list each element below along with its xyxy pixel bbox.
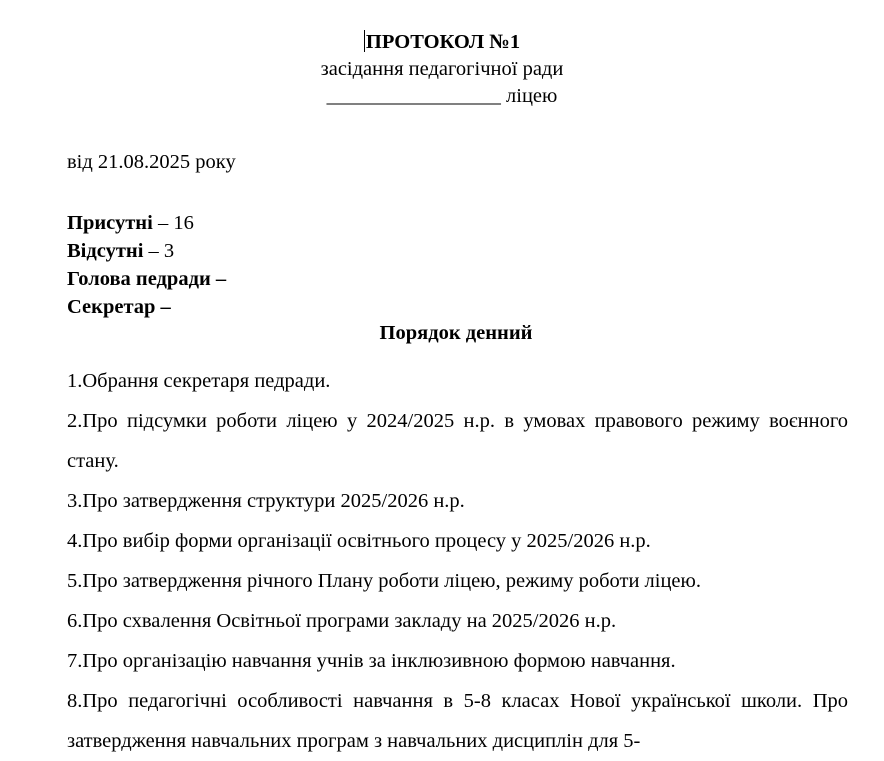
agenda-item: 2.Про підсумки роботи ліцею у 2024/2025 н.р. в умовах правового режиму воєнного стану.	[67, 410, 848, 472]
secretary-line: Секретар –	[67, 296, 171, 318]
agenda-item: 8.Про педагогічні особливості навчання в 5-8 класах Нової української школи. Про затвердження навчальних програм з навчальних дисциплін для 5-	[67, 690, 848, 752]
agenda-list	[67, 361, 848, 761]
school-name-blank: _________________	[326, 85, 501, 107]
protocol-title-text: ПРОТОКОЛ №1	[365, 31, 521, 53]
protocol-subtitle: засідання педагогічної ради	[320, 58, 564, 80]
present-value: – 16	[152, 212, 194, 234]
present-label: Присутні	[67, 212, 153, 234]
present-line	[67, 211, 194, 235]
absent-line	[67, 239, 174, 263]
agenda-item: 1.Обрання секретаря педради.	[67, 370, 331, 392]
absent-label: Відсутні	[67, 240, 144, 262]
absent-value: – 3	[143, 240, 175, 262]
meeting-date: від 21.08.2025 року	[67, 151, 236, 173]
protocol-title	[0, 30, 884, 54]
agenda-item: 4.Про вибір форми організації освітнього процесу у 2025/2026 н.р.	[67, 530, 651, 552]
agenda-item: 3.Про затвердження структури 2025/2026 н.р.	[67, 490, 465, 512]
agenda-item: 5.Про затвердження річного Плану роботи ліцею, режиму роботи ліцею.	[67, 570, 701, 592]
chair-line: Голова педради –	[67, 268, 227, 290]
text-cursor	[364, 30, 365, 52]
school-word: ліцею	[506, 85, 558, 107]
school-name-line	[0, 84, 884, 108]
agenda-item: 7.Про організацію навчання учнів за інклюзивною формою навчання.	[67, 650, 676, 672]
agenda-item: 6.Про схвалення Освітньої програми закладу на 2025/2026 н.р.	[67, 610, 617, 632]
agenda-title: Порядок денний	[379, 322, 533, 344]
